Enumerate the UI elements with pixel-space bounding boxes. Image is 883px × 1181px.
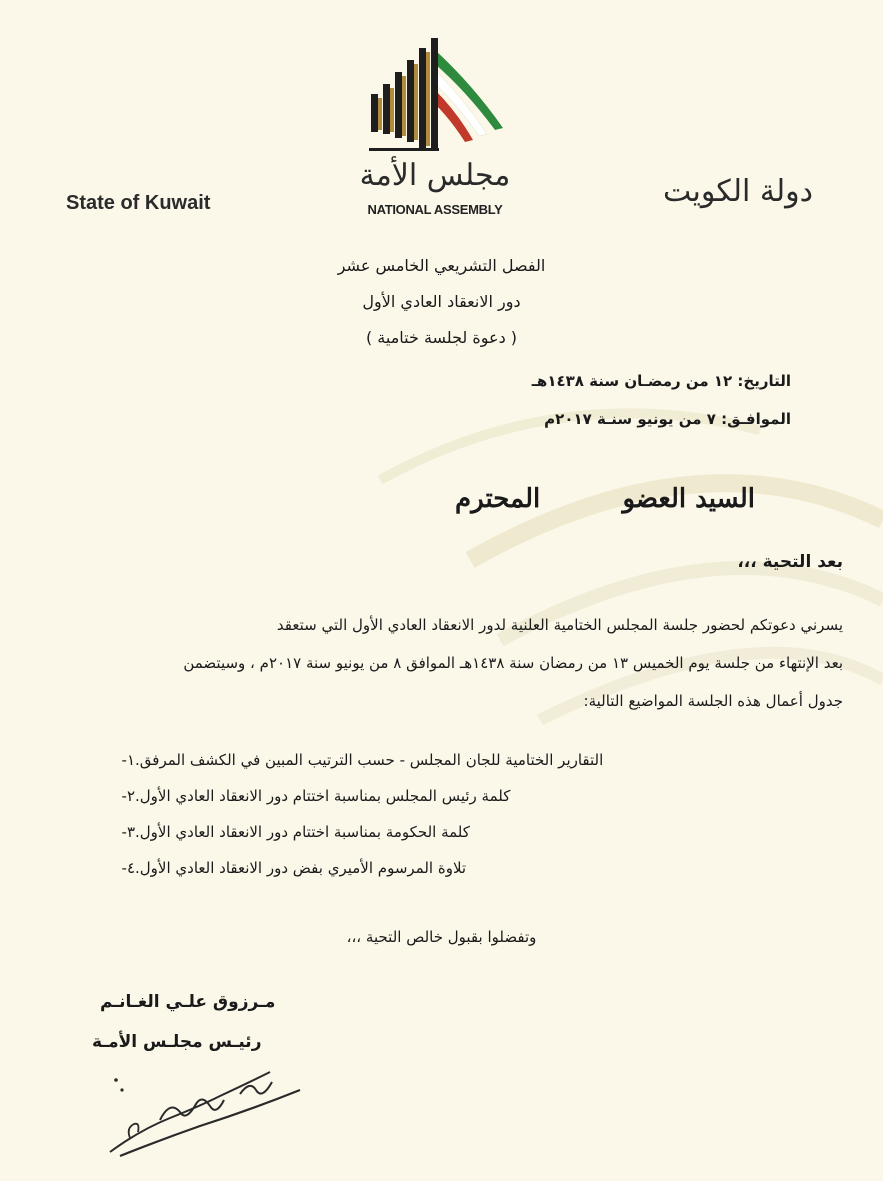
body-paragraph [38, 606, 843, 720]
agenda-number: ٣- [121, 823, 135, 841]
addressee [455, 484, 755, 524]
signatory-role: رئيـس مجلـس الأمـة [92, 1032, 262, 1052]
assembly-emblem-icon [355, 30, 515, 170]
state-name-english: State of Kuwait [66, 192, 211, 214]
body-line: جدول أعمال هذه الجلسة المواضيع التالية: [583, 692, 843, 710]
invitation-title: ( دعوة لجلسة ختامية ) [365, 328, 518, 347]
agenda-text: تلاوة المرسوم الأميري بفض دور الانعقاد العادي الأول. [135, 859, 467, 877]
addressee-honorific: المحترم [455, 484, 541, 514]
agenda-number: ٢- [121, 787, 135, 805]
signatory-name: مـرزوق علـي الغـانـم [100, 992, 276, 1012]
logo-english-name: NATIONAL ASSEMBLY [367, 202, 503, 217]
session-round: دور الانعقاد العادي الأول [362, 292, 521, 311]
list-item [83, 814, 803, 850]
greeting: بعد التحية ،،، [737, 552, 843, 572]
agenda-number: ١- [121, 751, 135, 769]
legislative-term: الفصل التشريعي الخامس عشر [337, 256, 546, 275]
state-name-arabic: دولة الكويت [663, 174, 813, 209]
handwritten-signature [100, 1060, 310, 1160]
agenda-text: كلمة الحكومة بمناسبة اختتام دور الانعقاد العادي الأول. [135, 823, 470, 841]
body-line: يسرني دعوتكم لحضور جلسة المجلس الختامية العلنية لدور الانعقاد العادي الأول التي ستعقد [276, 616, 843, 634]
logo-arabic-name: مجلس الأمة [359, 158, 511, 193]
gregorian-date: الموافـق: ٧ من يونيو سنـة ٢٠١٧م [544, 410, 791, 428]
closing-salutation: وتفضلوا بقبول خالص التحية ،،، [346, 928, 537, 946]
agenda-text: كلمة رئيس المجلس بمناسبة اختتام دور الانعقاد العادي الأول. [135, 787, 511, 805]
agenda-number: ٤- [121, 859, 135, 877]
list-item [83, 850, 803, 886]
addressee-title: السيد العضو [622, 484, 755, 514]
agenda-text: التقارير الختامية للجان المجلس - حسب الترتيب المبين في الكشف المرفق. [135, 751, 604, 769]
agenda-list [83, 742, 803, 886]
list-item [83, 742, 803, 778]
list-item [83, 778, 803, 814]
national-assembly-logo [355, 30, 515, 220]
body-line: بعد الإنتهاء من جلسة يوم الخميس ١٣ من رمضان سنة ١٤٣٨هـ الموافق ٨ من يونيو سنة ٢٠١٧م ، وسيتضمن [183, 654, 843, 672]
hijri-date: التاريخ: ١٢ من رمضـان سنة ١٤٣٨هـ [531, 372, 791, 390]
